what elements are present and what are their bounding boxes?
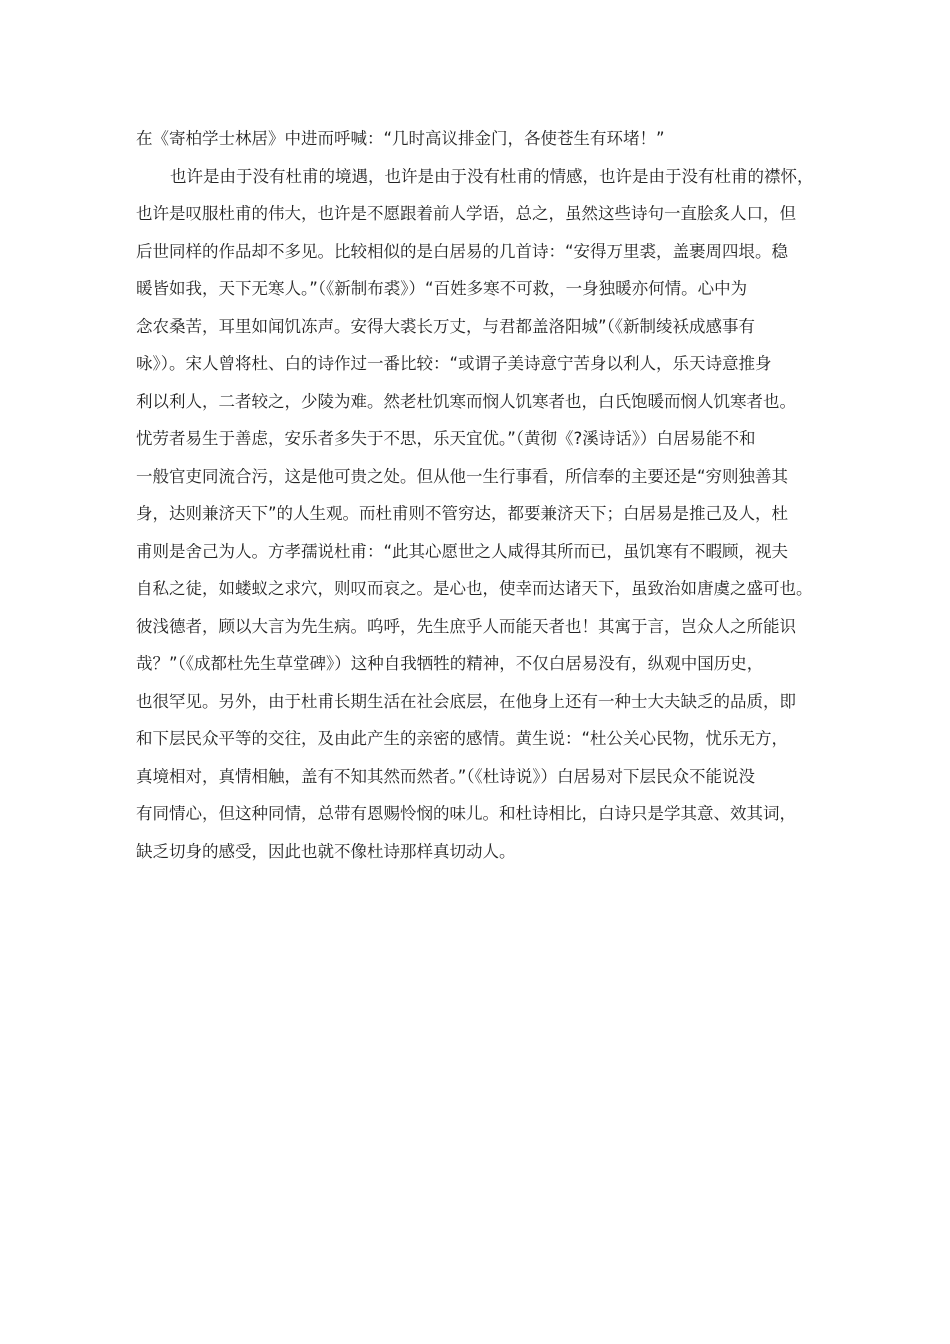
text-line: 也许是叹服杜甫的伟大，也许是不愿跟着前人学语，总之，虽然这些诗句一直脍炙人口，但: [136, 204, 796, 223]
text-line: 真境相对，真情相触，盖有不知其然而然者。”（《杜诗说》）白居易对下层民众不能说没: [136, 766, 756, 786]
text-line: 有同情心，但这种同情，总带有恩赐怜悯的味儿。和杜诗相比，白诗只是学其意、效其词，: [136, 804, 796, 823]
text-line: 暖皆如我，天下无寒人。”（《新制布裘》）“百姓多寒不可救，一身独暖亦何情。心中为: [136, 279, 748, 298]
text-line: 甫则是舍己为人。方孝孺说杜甫：“此其心愿世之人咸得其所而已，虽饥寒有不暇顾，视夫: [136, 541, 789, 561]
body-text: [136, 126, 836, 876]
text-line: 和下层民众平等的交往，及由此产生的亲密的感情。黄生说：“杜公关心民物，忧乐无方，: [136, 729, 789, 748]
text-line: 哉？”（《成都杜先生草堂碑》）这种自我牺牲的精神，不仅白居易没有，纵观中国历史，: [136, 654, 764, 673]
text-line: 彼浅德者，顾以大言为先生病。呜呼，先生庶乎人而能天者也！其寓于言，岂众人之所能识: [136, 616, 796, 636]
text-line: 忧劳者易生于善虑，安乐者多失于不思，乐天宜优。”（黄彻《?溪诗话》）白居易能不和: [136, 429, 756, 448]
text-line-paragraph-start: 也许是由于没有杜甫的境遇，也许是由于没有杜甫的情感，也许是由于没有杜甫的襟怀，: [170, 166, 814, 186]
text-line: 利以利人，二者较之，少陵为难。然老杜饥寒而悯人饥寒者也，白氏饱暖而悯人饥寒者也。: [136, 391, 796, 411]
text-line: 也很罕见。另外，由于杜甫长期生活在社会底层，在他身上还有一种士大夫缺乏的品质，即: [136, 691, 796, 711]
text-line: 念农桑苦，耳里如闻饥冻声。安得大裘长万丈，与君都盖洛阳城”（《新制绫袄成感事有: [136, 316, 756, 336]
text-line: 一般官吏同流合污，这是他可贵之处。但从他一生行事看，所信奉的主要还是“穷则独善其: [136, 466, 789, 486]
text-line: 缺乏切身的感受，因此也就不像杜诗那样真切动人。: [136, 841, 516, 861]
text-line: 身，达则兼济天下”的人生观。而杜甫则不管穷达，都要兼济天下；白居易是推己及人，杜: [136, 504, 789, 523]
text-line: 自私之徒，如蝼蚁之求穴，则叹而哀之。是心也，使幸而达诸天下，虽致治如唐虞之盛可也。: [136, 579, 813, 598]
text-line: 在《寄柏学士林居》中进而呼喊：“几时高议排金门，各使苍生有环堵！”: [136, 129, 665, 148]
text-line: 后世同样的作品却不多见。比较相似的是白居易的几首诗：“安得万里裘，盖裹周四垠。稳: [136, 241, 789, 261]
text-line: 咏》）。宋人曾将杜、白的诗作过一番比较：“或谓子美诗意宁苦身以利人，乐天诗意推身: [136, 354, 772, 373]
